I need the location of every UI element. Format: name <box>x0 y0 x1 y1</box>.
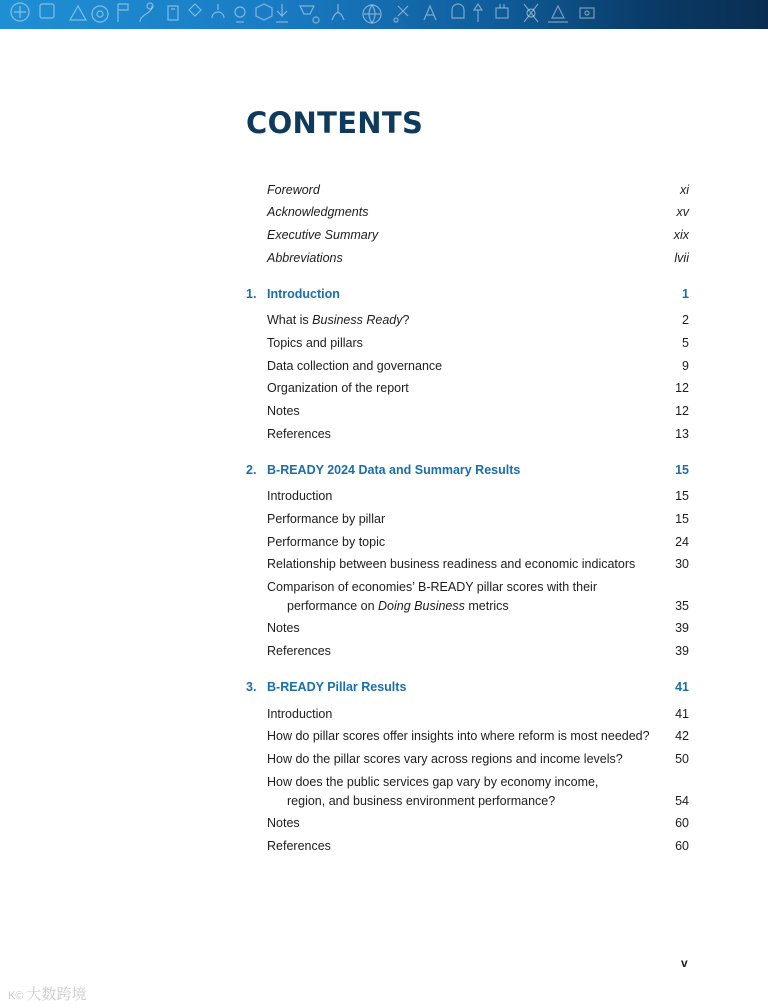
toc-entry-page: 54 <box>675 794 689 808</box>
toc-entry-label: What is Business Ready? <box>267 313 410 327</box>
toc-entry-label: Comparison of economies’ B-READY pillar scores with their <box>267 580 597 594</box>
watermark <box>8 983 86 1004</box>
toc-entry-label: Acknowledgments <box>267 205 369 219</box>
toc-entry-label: References <box>267 427 331 441</box>
toc-entry-page: 13 <box>675 427 689 441</box>
toc-entry-label: Introduction <box>267 489 333 503</box>
header-banner <box>0 0 768 29</box>
toc-entry-page: xix <box>673 228 689 242</box>
toc-entry-page: 2 <box>682 313 689 327</box>
toc-entry-page: 35 <box>675 599 689 613</box>
toc-entry-page: 12 <box>675 404 689 418</box>
toc-entry-page: 15 <box>675 512 689 526</box>
toc-entry-label: Relationship between business readiness and economic indicators <box>267 557 636 571</box>
toc-entry-page: 30 <box>675 557 689 571</box>
toc-entry-label: Performance by pillar <box>267 512 386 526</box>
toc-entry-label: Foreword <box>267 183 320 197</box>
toc-entry-page: 12 <box>675 381 689 395</box>
page-title: CONTENTS <box>246 106 424 140</box>
toc-entry-page: lvii <box>674 251 689 265</box>
chapter-title: B-READY Pillar Results <box>267 680 407 694</box>
toc-entry-page: 5 <box>682 336 689 350</box>
toc-entry-label: References <box>267 644 331 658</box>
pattern-icon <box>0 0 768 29</box>
toc-entry-page: 60 <box>675 816 689 830</box>
toc-entry-page: 39 <box>675 644 689 658</box>
toc-entry-label: Performance by topic <box>267 535 386 549</box>
toc-entry-page: xi <box>679 183 689 197</box>
toc-entry-page: 15 <box>675 489 689 503</box>
watermark-text: 大数跨境 <box>26 986 87 1003</box>
chapter-number: 3. <box>246 680 257 694</box>
toc-entry[interactable] <box>246 773 689 811</box>
toc-entry-label: Introduction <box>267 707 333 721</box>
chapter-title: B-READY 2024 Data and Summary Results <box>267 463 521 477</box>
toc-entry-page: 41 <box>675 707 689 721</box>
chapter-page: 1 <box>682 287 689 301</box>
toc-entry-label: Abbreviations <box>267 251 343 265</box>
toc-entry-label-continued: performance on Doing Business metrics <box>287 599 509 613</box>
toc-entry-label: Notes <box>267 621 300 635</box>
chapter-page: 41 <box>675 680 689 694</box>
chapter-title: Introduction <box>267 287 340 301</box>
toc-entry-label: Topics and pillars <box>267 336 363 350</box>
toc-entry-page: 9 <box>682 359 689 373</box>
page-number: v <box>681 956 688 970</box>
toc-entry-page: 60 <box>675 839 689 853</box>
watermark-logo-icon: K© <box>8 990 24 1002</box>
toc-entry-label: Organization of the report <box>267 381 409 395</box>
chapter-page: 15 <box>675 463 689 477</box>
toc-entry-page: 39 <box>675 621 689 635</box>
toc-entry[interactable] <box>246 578 689 616</box>
toc-entry-label: Notes <box>267 816 300 830</box>
toc-entry-label: How does the public services gap vary by economy income, <box>267 775 599 789</box>
toc-entry-label: Executive Summary <box>267 228 379 242</box>
toc-entry-page: 50 <box>675 752 689 766</box>
toc-entry-page: xv <box>676 205 689 219</box>
toc-entry-page: 24 <box>675 535 689 549</box>
toc-entry-label: Notes <box>267 404 300 418</box>
toc-entry-label: References <box>267 839 331 853</box>
toc-entry-label: How do the pillar scores vary across regions and income levels? <box>267 752 623 766</box>
chapter-number: 1. <box>246 287 257 301</box>
toc-entry-page: 42 <box>675 729 689 743</box>
chapter-number: 2. <box>246 463 257 477</box>
toc-entry-label: Data collection and governance <box>267 359 443 373</box>
toc-entry-label: How do pillar scores offer insights into where reform is most needed? <box>267 729 650 743</box>
toc-entry-label-continued: region, and business environment performance? <box>287 794 556 808</box>
